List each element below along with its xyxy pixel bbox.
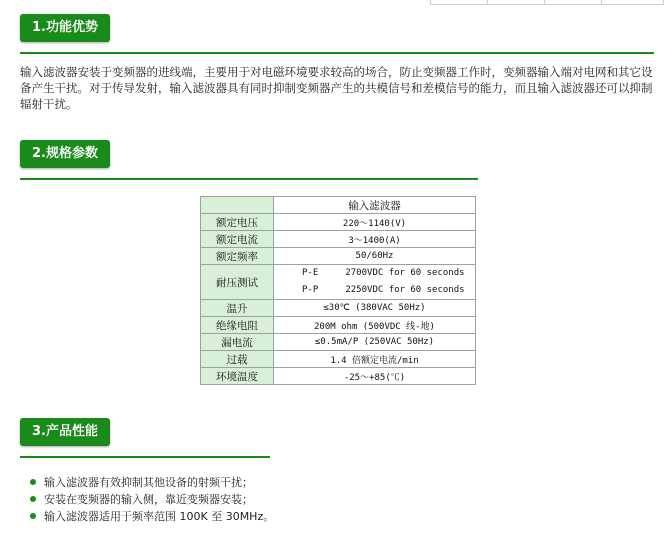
spec-value: 1.4 倍额定电流/min (274, 351, 476, 368)
spec-value-line: P-E 2700VDC for 60 seconds (302, 268, 465, 278)
spec-key: 额定电压 (201, 214, 274, 231)
spec-key: 环境温度 (201, 368, 274, 385)
table-row (201, 317, 476, 334)
table-row (201, 334, 476, 351)
spec-value: 220～1140(V) (274, 214, 476, 231)
feature-text: 输入滤波器适用于频率范围 100K 至 30MHz。 (44, 510, 275, 523)
spec-key: 过载 (201, 351, 274, 368)
table-row (201, 231, 476, 248)
bullet-icon (30, 496, 36, 502)
section-heading-specs: 2.规格参数 (20, 140, 110, 168)
spec-value-line: P-P 2250VDC for 60 seconds (302, 285, 465, 295)
bullet-icon (30, 513, 36, 519)
intro-paragraph: 输入滤波器安装于变频器的进线端，主要用于对电磁环境要求较高的场合，防止变频器工作时，变频器输入端对电网和其它设备产生干扰。对于传导发射，输入滤波器具有同时抑制变频器产生的共模信号和差模信号的能力，而且输入滤波器还可以抑制辐射干扰。 (20, 65, 653, 111)
list-item (30, 491, 274, 508)
feature-text: 安装在变频器的输入侧，靠近变频器安装； (44, 493, 253, 506)
spec-key: 额定频率 (201, 248, 274, 265)
spec-key: 漏电流 (201, 334, 274, 351)
spec-value: -25～+85(℃) (274, 368, 476, 385)
spec-header-blank (201, 197, 274, 214)
spec-value-multiline (274, 265, 476, 300)
bullet-icon (30, 479, 36, 485)
table-row (201, 368, 476, 385)
spec-key: 绝缘电阻 (201, 317, 274, 334)
spec-key: 额定电流 (201, 231, 274, 248)
spec-table (200, 196, 476, 385)
table-row (201, 214, 476, 231)
top-border-strip (430, 0, 664, 5)
feature-list (30, 474, 274, 525)
section-divider (20, 456, 270, 458)
spec-value: ≤0.5mA/P (250VAC 50Hz) (274, 334, 476, 351)
spec-table-header-row (201, 197, 476, 214)
spec-value: 50/60Hz (274, 248, 476, 265)
spec-value: 200M ohm (500VDC 线-地) (274, 317, 476, 334)
table-row (201, 351, 476, 368)
spec-header-label: 输入滤波器 (274, 197, 476, 214)
list-item (30, 474, 274, 491)
section-divider (20, 52, 654, 54)
list-item (30, 508, 274, 525)
section-heading-features: 1.功能优势 (20, 14, 110, 42)
table-row (201, 248, 476, 265)
table-row (201, 300, 476, 317)
spec-value: ≤30℃ (380VAC 50Hz) (274, 300, 476, 317)
spec-key: 耐压测试 (201, 265, 274, 300)
section-heading-performance: 3.产品性能 (20, 418, 110, 446)
section-divider (20, 178, 478, 180)
spec-key: 温升 (201, 300, 274, 317)
spec-value: 3～1400(A) (274, 231, 476, 248)
table-row (201, 265, 476, 300)
feature-text: 输入滤波器有效抑制其他设备的射频干扰； (44, 476, 253, 489)
